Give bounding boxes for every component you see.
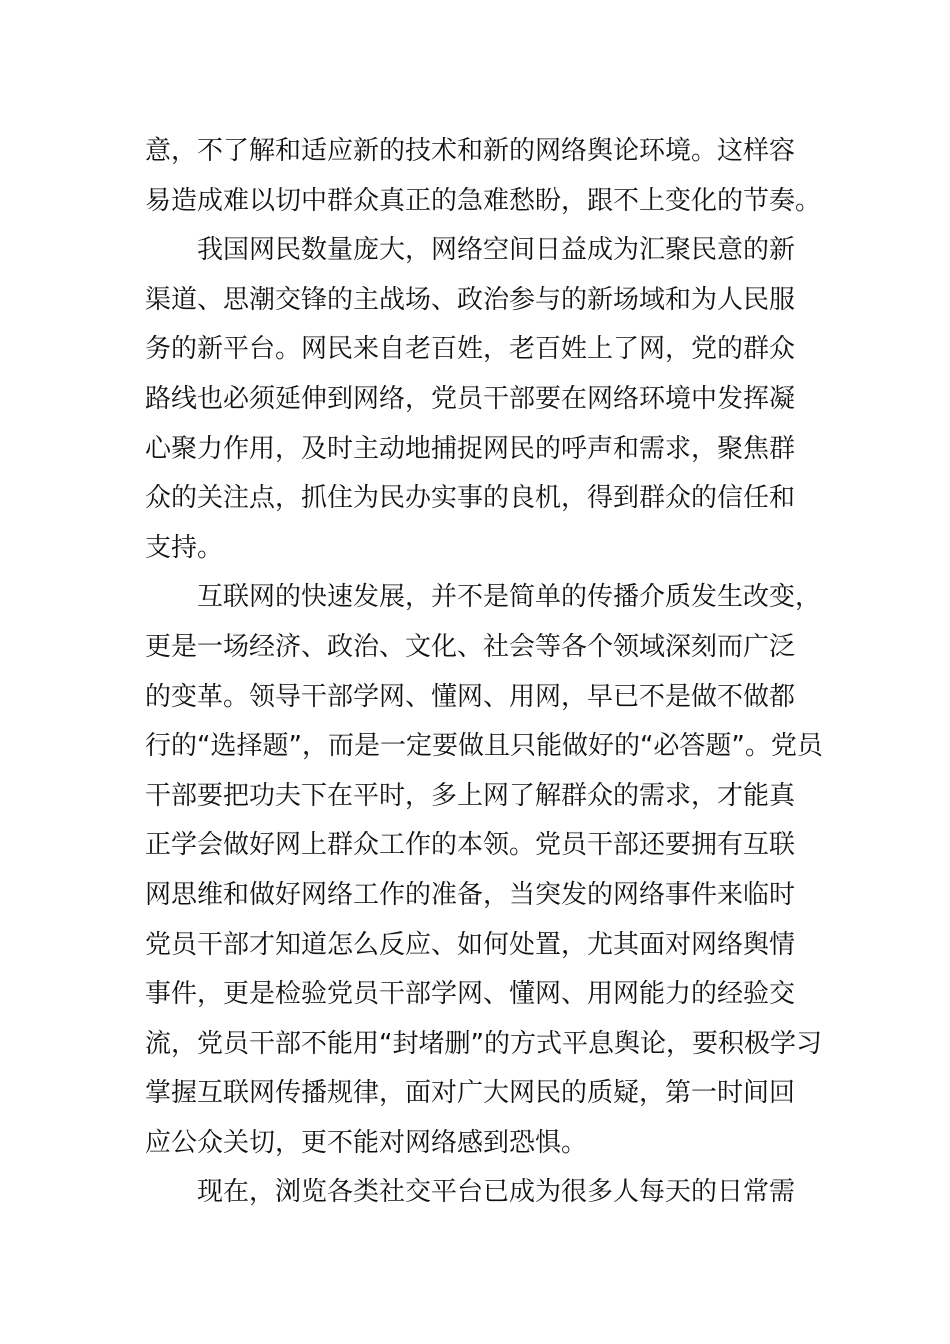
- text-line: 应公众关切，更不能对网络感到恐惧。: [145, 1127, 588, 1158]
- text-line: 易造成难以切中群众真正的急难愁盼，跟不上变化的节奏。: [145, 185, 822, 216]
- paragraph-start-line: 现在，浏览各类社交平台已成为很多人每天的日常需: [197, 1177, 796, 1208]
- text-line: 心聚力作用，及时主动地捕捉网民的呼声和需求，聚焦群: [145, 433, 796, 464]
- text-line: 的变革。领导干部学网、懂网、用网，早已不是做不做都: [145, 681, 796, 712]
- text-line: 党员干部才知道怎么反应、如何处置，尤其面对网络舆情: [145, 929, 796, 960]
- text-line: 事件，更是检验党员干部学网、懂网、用网能力的经验交: [145, 979, 796, 1010]
- text-line: 渠道、思潮交锋的主战场、政治参与的新场域和为人民服: [145, 284, 796, 315]
- text-line: 支持。: [145, 532, 224, 563]
- text-line: 正学会做好网上群众工作的本领。党员干部还要拥有互联: [145, 830, 796, 861]
- text-line: 流，党员干部不能用“封堵删”的方式平息舆论，要积极学习: [145, 1028, 822, 1059]
- text-line: 意，不了解和适应新的技术和新的网络舆论环境。这样容: [145, 136, 796, 166]
- paragraph-start-line: 互联网的快速发展，并不是简单的传播介质发生改变，: [197, 582, 822, 613]
- text-line: 掌握互联网传播规律，面对广大网民的质疑，第一时间回: [145, 1078, 796, 1109]
- body-text: [145, 127, 835, 1218]
- text-line: 行的“选择题”，而是一定要做且只能做好的“必答题”。党员: [145, 731, 823, 762]
- text-line: 众的关注点，抓住为民办实事的良机，得到群众的信任和: [145, 483, 796, 514]
- text-line: 务的新平台。网民来自老百姓，老百姓上了网，党的群众: [145, 334, 796, 365]
- text-line: 网思维和做好网络工作的准备，当突发的网络事件来临时: [145, 879, 796, 910]
- text-line: 路线也必须延伸到网络，党员干部要在网络环境中发挥凝: [145, 383, 796, 414]
- paragraph-start-line: 我国网民数量庞大，网络空间日益成为汇聚民意的新: [197, 235, 796, 266]
- text-line: 更是一场经济、政治、文化、社会等各个领域深刻而广泛: [145, 631, 796, 662]
- text-line: 干部要把功夫下在平时，多上网了解群众的需求，才能真: [145, 780, 796, 811]
